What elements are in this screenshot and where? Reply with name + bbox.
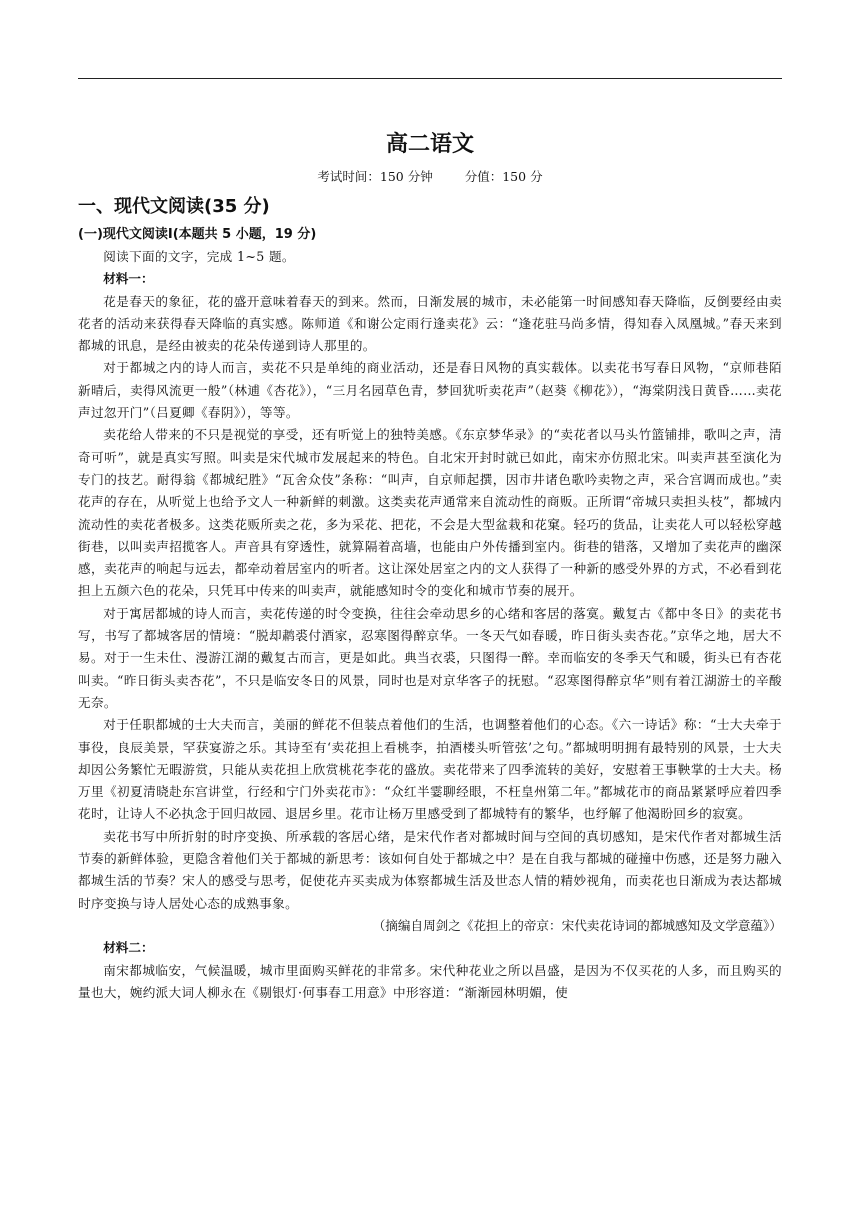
paragraph: 对于都城之内的诗人而言，卖花不只是单纯的商业活动，还是春日风物的真实载体。以卖花书写春日风物，“京师巷陌新晴后，卖得风流更一般”（林逋《杏花》），“三月名园草色青，梦回犹听卖花声”（赵葵《柳花》），“海棠阴浅日黄昏……卖花声过忽开门”（吕夏卿《春阴》），等等。 bbox=[78, 360, 782, 421]
paragraph: 对于寓居都城的诗人而言，卖花传递的时令变换，往往会牵动思乡的心绪和客居的落寞。戴复古《都中冬日》的卖花书写，书写了都城客居的情境：“脱却鹔裘付酒家，忍寒图得醉京华。一冬天气如春暖，昨日街头卖杏花。”京华之地，居大不易。对于一生未仕、漫游江湖的戴复古而言，更是如此。典当衣裘，只图得一醉。幸而临安的冬季天气和暖，街头已有杏花叫卖。“昨日街头卖杏花”，不只是临安冬日的风景，同时也是对京华客子的抚慰。“忍寒图得醉京华”则有着江湖游士的辛酸无奈。 bbox=[78, 605, 782, 710]
material1-source: （摘编自周剑之《花担上的帝京：宋代卖花诗词的都城感知及文学意蕴》） bbox=[372, 917, 782, 933]
exam-time: 考试时间：150 分钟 bbox=[317, 169, 433, 184]
paragraph: 对于任职都城的士大夫而言，美丽的鲜花不但装点着他们的生活，也调整着他们的心态。《六一诗话》称：“士大夫牵于事役，良辰美景，罕获宴游之乐。其诗至有‘卖花担上看桃李，拍酒楼头听管弦’之句。”都城明明拥有最特别的风景，士大夫却因公务繁忙无暇游赏，只能从卖花担上欣赏桃花李花的盛放。卖花带来了四季流转的美好，安慰着王事鞅掌的士大夫。杨万里《初夏清晓赴东宫讲堂，行经和宁门外卖花市》：“众红半霎聊经眼，不枉皇州第二年。”都城花市的商品紧紧呼应着四季花时，让诗人不必执念于回归故园、退居乡里。花市让杨万里感受到了都城特有的繁华，也纾解了他渴盼回乡的寂寞。 bbox=[78, 717, 782, 822]
material1-label: 材料一： bbox=[103, 271, 154, 287]
paragraph: 卖花给人带来的不只是视觉的享受，还有听觉上的独特美感。《东京梦华录》的“卖花者以马头竹篮铺排，歌叫之声，清奇可听”，就是真实写照。叫卖是宋代城市发展起来的特色。自北宋开封时就已如此，南宋亦仿照北宋。叫卖声甚至演化为专门的技艺。耐得翁《都城纪胜》“瓦舍众伎”条称：“叫声，自京师起撰，因市井诸色歌吟卖物之声，采合宫调而成也。”卖花声的存在，从听觉上也给予文人一种新鲜的刺激。这类卖花声通常来自流动性的商贩。正所谓“帝城只卖担头枝”，都城内流动性的卖花者极多。这类花贩所卖之花，多为采花、把花，不会是大型盆栽和花窠。轻巧的货品，让卖花人可以轻松穿越街巷，以叫卖声招揽客人。声音具有穿透性，就算隔着高墙，也能由户外传播到室内。街巷的错落，又增加了卖花声的幽深感，卖花声的响起与远去，都牵动着居室内的听者。这让深处居室之内的文人获得了一种新的感受外界的方式，不必看到花担上五颜六色的花朵，只凭耳中传来的叫卖声，就能感知时令的变化和城市节奏的展开。 bbox=[78, 427, 782, 599]
exam-score: 分值：150 分 bbox=[464, 169, 543, 184]
exam-title: 高二语文 bbox=[385, 132, 474, 157]
instruction: 阅读下面的文字，完成 1~5 题。 bbox=[103, 249, 295, 264]
section-heading: 一、现代文阅读(35 分) bbox=[78, 196, 270, 217]
paragraph: 花是春天的象征，花的盛开意味着春天的到来。然而，日渐发展的城市，未必能第一时间感知春天降临，反倒要经由卖花者的活动来获得春天降临的真实感。陈师道《和谢公定雨行逢卖花》云：“逢花驻马尚多情，得知春入凤凰城。”春天来到都城的讯息，是经由被卖的花朵传递到诗人那里的。 bbox=[78, 293, 782, 354]
material2-label: 材料二： bbox=[103, 940, 154, 956]
header-rule bbox=[78, 78, 782, 79]
paragraph: 卖花书写中所折射的时序变换、所承载的客居心绪，是宋代作者对都城时间与空间的真切感知，是宋代作者对都城生活节奏的新鲜体验，更隐含着他们关于都城的新思考：该如何自处于都城之中？是在自我与都城的碰撞中伤感，还是努力融入都城生活的节奏？宋人的感受与思考，促使花卉买卖成为体察都城生活及世态人情的精妙视角，而卖花也日渐成为表达都城时序变换与诗人居处心态的成熟事象。 bbox=[78, 828, 782, 911]
paragraph: 南宋都城临安，气候温暖，城市里面购买鲜花的非常多。宋代种花业之所以昌盛，是因为不仅买花的人多，而且购买的量也大，婉约派大词人柳永在《剔银灯·何事春工用意》中形容道：“渐渐园林明媚，使 bbox=[78, 962, 782, 1000]
document-body bbox=[78, 128, 782, 1004]
exam-meta bbox=[78, 166, 782, 188]
sub-heading: (一)现代文阅读Ⅰ(本题共 5 小题，19 分) bbox=[78, 227, 317, 242]
